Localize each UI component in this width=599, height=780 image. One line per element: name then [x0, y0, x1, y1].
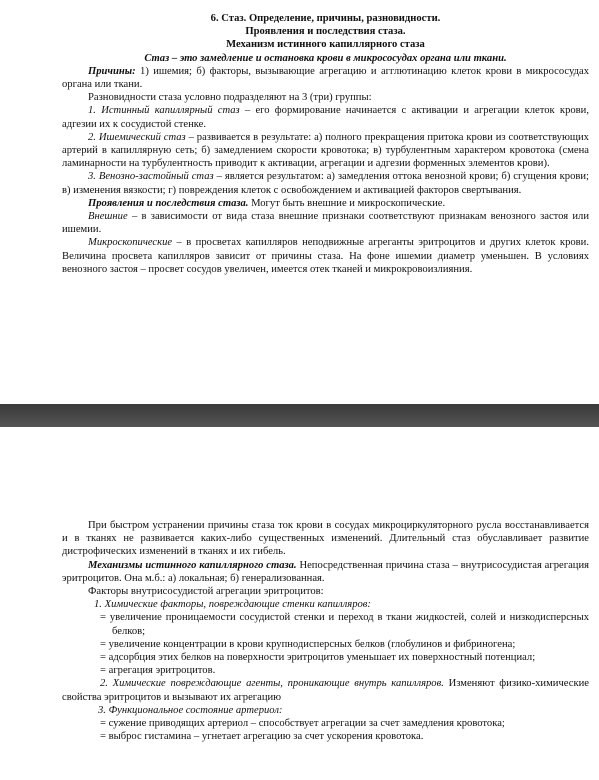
manifestations-text: Могут быть внешние и микроскопические.: [248, 197, 446, 209]
factor-2-label: 2. Химические повреждающие агенты, проникающие внутрь капилляров.: [100, 678, 444, 690]
type-2-text: – развивается в результате: а) полного прекращения притока крови из соответствующих артерий в капиллярную сеть; б) замедлением скорости кровотока; в) турбулентным характером кровотока (смена ламинарности на турбулентность приводит к активации, агрегации и адгезии форменных элементов крови).: [62, 131, 589, 170]
document-page-2: [0, 427, 599, 780]
factor-1-item: = увеличение концентрации в крови крупнодисперсных белков (глобулинов и фибриногена;: [100, 638, 516, 650]
manifestations-paragraph: [62, 197, 589, 210]
factor-1-label: 1. Химические факторы, повреждающие стенки капилляров:: [94, 599, 371, 611]
external-paragraph: [62, 210, 589, 236]
microscopic-label: Микроскопические: [88, 237, 173, 249]
causes-label: Причины:: [88, 65, 136, 77]
external-label: Внешние: [88, 211, 128, 223]
page-1-content: [62, 12, 589, 276]
page-separator: [0, 404, 599, 427]
factor-2-text: Изменяют физико-химические свойства эритроцитов и вызывают их агрегацию: [62, 678, 589, 703]
manifestations-label: Проявления и последствия стаза.: [88, 197, 249, 209]
factors-intro: Факторы внутрисосудистой агрегации эритроцитов:: [88, 586, 324, 598]
factor-3-item: = выброс гистамина – угнетает агрегацию за счет ускорения кровотока.: [100, 731, 424, 743]
type-1-label: 1. Истинный капиллярный стаз: [88, 105, 240, 117]
causes-paragraph: [62, 65, 589, 91]
microscopic-text: – в просветах капилляров неподвижные агреганты эритроцитов и других клеток крови. Величина просвета капилляров зависит от причины стаза. На фоне ишемии диаметр уменьшен. В условиях венозного застоя – просвет сосудов увеличен, имеется отек тканей и микрокровоизлияния.: [62, 237, 589, 275]
mechanism-paragraph: [62, 559, 589, 585]
microscopic-paragraph: [62, 236, 589, 276]
type-3-label: 3. Венозно-застойный стаз: [88, 171, 214, 183]
section-subtitle-2: Механизм истинного капиллярного стаза: [226, 39, 425, 51]
external-text: – в зависимости от вида стаза внешние признаки соответствуют признакам венозного застоя или ишемии.: [62, 211, 589, 236]
type-1-paragraph: [62, 104, 589, 130]
type-3-text: – является результатом: а) замедления оттока венозной крови; б) сгущения крови; в) изменения вязкости; г) повреждения клеток с освобождением и активацией факторов свертывания.: [62, 171, 590, 196]
mechanism-text: Непосредственная причина стаза – внутрисосудистая агрегация эритроцитов. Она м.б.: а) локальная; б) генерализованная.: [62, 559, 589, 584]
page-2-content: [62, 519, 589, 743]
factor-3-label: 3. Функциональное состояние артериол:: [98, 704, 283, 716]
causes-text: 1) ишемия; б) факторы, вызывающие агрегацию и агглютинацию клеток крови в микрососудах органа или ткани.: [62, 65, 589, 91]
type-2-paragraph: [62, 131, 589, 171]
type-3-paragraph: [62, 170, 589, 196]
factor-1-item: = адсорбция этих белков на поверхности эритроцитов уменьшает их поверхностный потенциал;: [100, 652, 536, 664]
mechanism-label: Механизмы истинного капиллярного стаза.: [88, 559, 297, 571]
section-title: 6. Стаз. Определение, причины, разновидности.: [210, 13, 441, 24]
section-subtitle: Проявления и последствия стаза.: [245, 26, 406, 38]
type-1-text: – его формирование начинается с активации и агрегации клеток крови, адгезии их к сосудистой стенке.: [62, 105, 589, 130]
factor-1-item: = агрегация эритроцитов.: [100, 665, 216, 677]
factor-2-paragraph: [62, 677, 589, 703]
factor-1-item: = увеличение проницаемости сосудистой стенки и переход в ткани жидкостей, солей и низкодисперсных белков;: [100, 612, 589, 637]
type-2-label: 2. Ишемический стаз: [88, 131, 186, 143]
definition: Стаз – это замедление и остановка крови в микрососудах органа или ткани.: [144, 52, 507, 64]
recovery-paragraph: При быстром устранении причины стаза ток крови в сосудах микроциркуляторного русла восстанавливается и в тканях не развивается каких-либо существенных изменений. Длительный стаз обуславливает развитие дистрофических изменений в тканях и их гибель.: [62, 520, 589, 558]
factor-3-item: = сужение приводящих артериол – способствует агрегации за счет замедления кровотока;: [100, 718, 505, 730]
types-intro: Разновидности стаза условно подразделяют на 3 (три) группы:: [88, 92, 372, 104]
